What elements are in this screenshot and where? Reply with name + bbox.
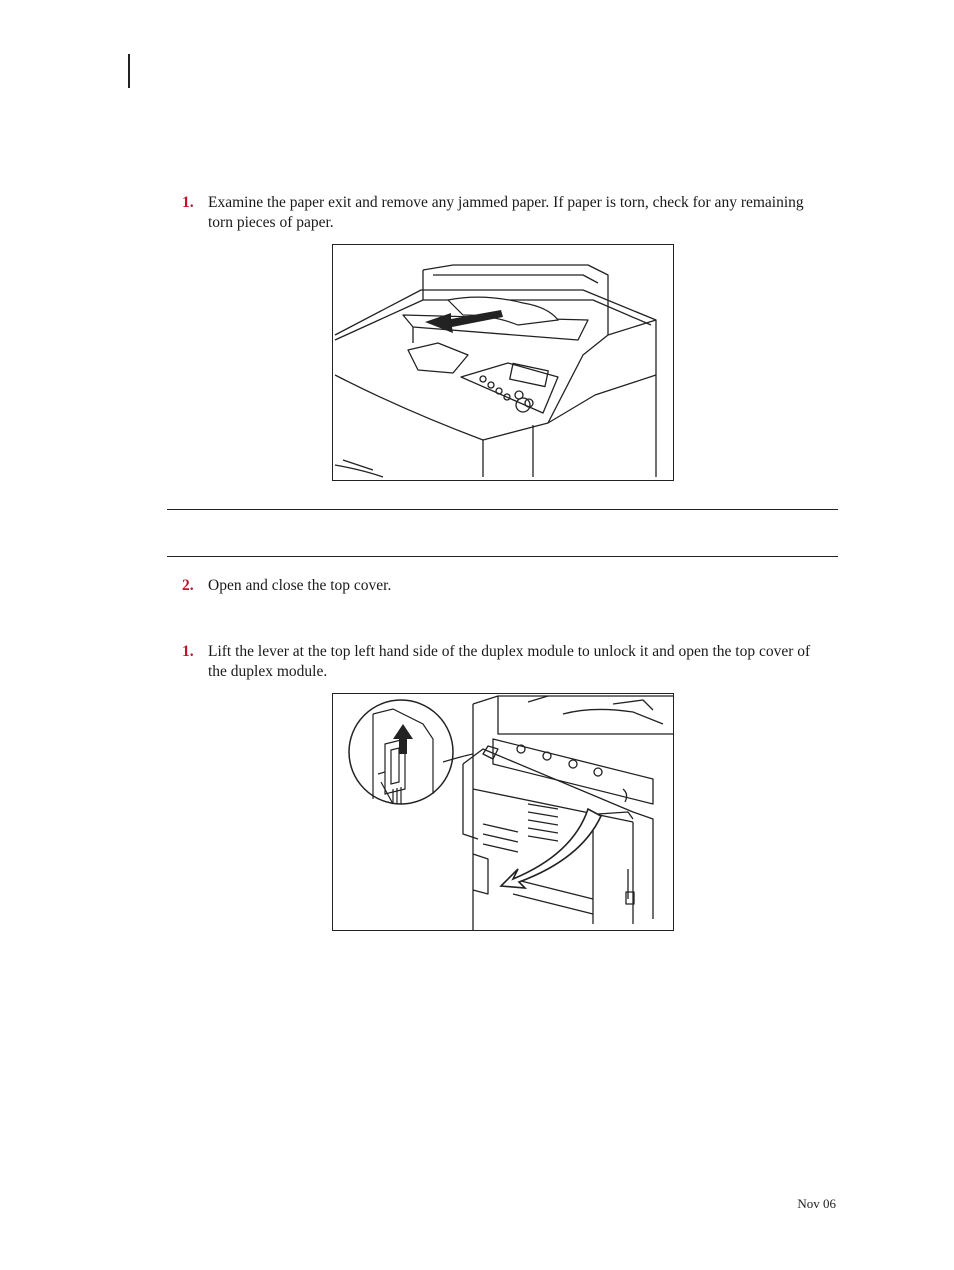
margin-bar xyxy=(128,54,130,88)
printer-paper-exit-illustration xyxy=(333,245,673,480)
duplex-module-lever-illustration xyxy=(333,694,673,930)
step-top-cover xyxy=(182,576,822,596)
footer-date: Nov 06 xyxy=(797,1196,836,1211)
step-number: 1. xyxy=(182,194,194,211)
paper-exit-figure xyxy=(332,244,674,481)
divider-bottom xyxy=(167,556,838,557)
step-duplex-lever xyxy=(182,642,822,682)
step-text: Lift the lever at the top left hand side of the duplex module to unlock it and open the top cover of the duplex module. xyxy=(208,643,811,680)
step-number: 1. xyxy=(182,643,194,660)
step-number: 2. xyxy=(182,577,194,594)
step-paper-exit xyxy=(182,193,822,233)
step-text: Open and close the top cover. xyxy=(208,577,392,594)
divider-top xyxy=(167,509,838,510)
step-text: Examine the paper exit and remove any jammed paper. If paper is torn, check for any remaining torn pieces of paper. xyxy=(208,194,804,231)
duplex-module-figure xyxy=(332,693,674,931)
